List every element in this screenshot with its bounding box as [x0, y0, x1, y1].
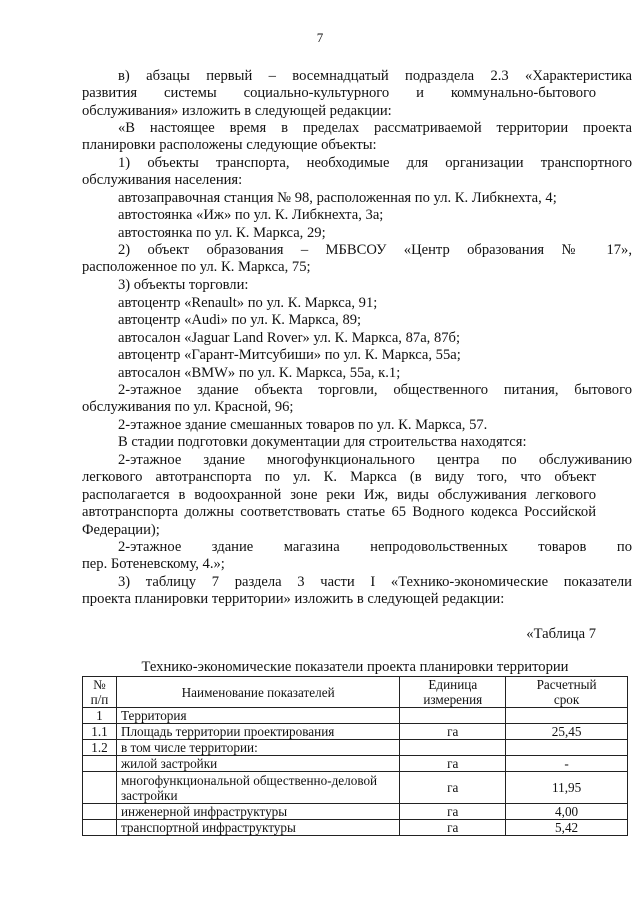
page-number: 7 — [316, 30, 324, 45]
cell-name: инженерной инфраструктуры — [116, 804, 399, 820]
cell-unit — [400, 740, 506, 756]
cell-unit: га — [400, 724, 506, 740]
text-line: В стадии подготовки документации для строительства находятся: — [118, 434, 527, 450]
cell-name: Территория — [116, 708, 399, 724]
cell-num — [83, 772, 117, 804]
cell-name: в том числе территории: — [116, 740, 399, 756]
text-line: автозаправочная станция № 98, расположенная по ул. К. Либкнехта, 4; — [118, 190, 557, 206]
indicators-table — [82, 676, 628, 836]
table-row — [83, 820, 628, 836]
cell-value — [506, 740, 628, 756]
cell-num — [83, 756, 117, 772]
cell-unit: га — [400, 804, 506, 820]
text-line: автосалон «Jaguar Land Rover» ул. К. Маркса, 87а, 87б; — [118, 330, 461, 346]
cell-num: 1 — [83, 708, 117, 724]
cell-name: многофункциональной общественно-деловой застройки — [116, 772, 399, 804]
text-line: 2) объект образования – МБВСОУ «Центр образования № 17», — [118, 242, 632, 258]
table-row — [83, 740, 628, 756]
table-title: Технико-экономические показатели проекта планировки территории — [141, 659, 569, 675]
text-line: автосалон «BMW» по ул. К. Маркса, 55а, к.1; — [118, 365, 401, 381]
cell-value: 25,45 — [506, 724, 628, 740]
cell-num — [83, 804, 117, 820]
text-line: развития системы социально-культурного и коммунально-бытового — [82, 85, 596, 102]
cell-value: 4,00 — [506, 804, 628, 820]
cell-value: 5,42 — [506, 820, 628, 836]
text-line: проекта планировки территории» изложить в следующей редакции: — [82, 591, 505, 608]
text-line: 2-этажное здание смешанных товаров по ул. К. Маркса, 57. — [118, 417, 488, 433]
text-line: пер. Ботеневскому, 4.»; — [82, 556, 225, 573]
cell-name: Площадь территории проектирования — [116, 724, 399, 740]
text-line: в) абзацы первый – восемнадцатый подраздела 2.3 «Характеристика — [118, 68, 632, 84]
table-row — [83, 804, 628, 820]
text-line: «В настоящее время в пределах рассматриваемой территории проекта — [118, 120, 632, 136]
table-row — [83, 708, 628, 724]
text-line: 2-этажное здание объекта торговли, общественного питания, бытового — [118, 382, 632, 398]
text-line: легкового автотранспорта по ул. К. Маркса (в виду того, что объект — [82, 469, 596, 486]
cell-name: транспортной инфраструктуры — [116, 820, 399, 836]
text-line: обслуживания по ул. Красной, 96; — [82, 399, 294, 416]
text-line: 2-этажное здание многофункционального центра по обслуживанию — [118, 452, 632, 468]
cell-value: - — [506, 756, 628, 772]
cell-num: 1.1 — [83, 724, 117, 740]
text-line: автотранспорта должны соответствовать статье 65 Водного кодекса Российской — [82, 504, 596, 521]
text-line: 1) объекты транспорта, необходимые для организации транспортного — [118, 155, 632, 171]
header-unit: Единица измерения — [400, 677, 506, 708]
text-line: автоцентр «Renault» по ул. К. Маркса, 91; — [118, 295, 378, 311]
cell-num — [83, 820, 117, 836]
cell-unit: га — [400, 820, 506, 836]
text-line: обслуживания населения: — [82, 172, 243, 189]
table-caption: «Таблица 7 — [526, 626, 596, 642]
text-line: обслуживания» изложить в следующей редакции: — [82, 102, 392, 119]
table-row — [83, 724, 628, 740]
text-line: 3) объекты торговли: — [118, 277, 249, 293]
header-num: № п/п — [83, 677, 117, 708]
cell-value: 11,95 — [506, 772, 628, 804]
cell-unit: га — [400, 772, 506, 804]
text-line: 2-этажное здание магазина непродовольственных товаров по — [118, 539, 632, 555]
cell-unit — [400, 708, 506, 724]
header-value: Расчетный срок — [506, 677, 628, 708]
text-line: автоцентр «Audi» по ул. К. Маркса, 89; — [118, 312, 362, 328]
text-line: автоцентр «Гарант-Митсубиши» по ул. К. Маркса, 55а; — [118, 347, 461, 363]
cell-name: жилой застройки — [116, 756, 399, 772]
cell-unit: га — [400, 756, 506, 772]
text-line: располагается в водоохранной зоне реки Иж, виды обслуживания легкового — [82, 486, 596, 503]
text-line: автостоянка по ул. К. Маркса, 29; — [118, 225, 326, 241]
text-line: планировки расположены следующие объекты: — [82, 137, 377, 154]
table-row — [83, 756, 628, 772]
text-line: Федерации); — [82, 521, 160, 538]
table-header-row — [83, 677, 628, 708]
table-row — [83, 772, 628, 804]
header-name: Наименование показателей — [116, 677, 399, 708]
cell-num: 1.2 — [83, 740, 117, 756]
text-line: 3) таблицу 7 раздела 3 части I «Технико-экономические показатели — [118, 574, 632, 590]
text-line: расположенное по ул. К. Маркса, 75; — [82, 259, 311, 276]
cell-value — [506, 708, 628, 724]
text-line: автостоянка «Иж» по ул. К. Либкнехта, 3а; — [118, 207, 384, 223]
